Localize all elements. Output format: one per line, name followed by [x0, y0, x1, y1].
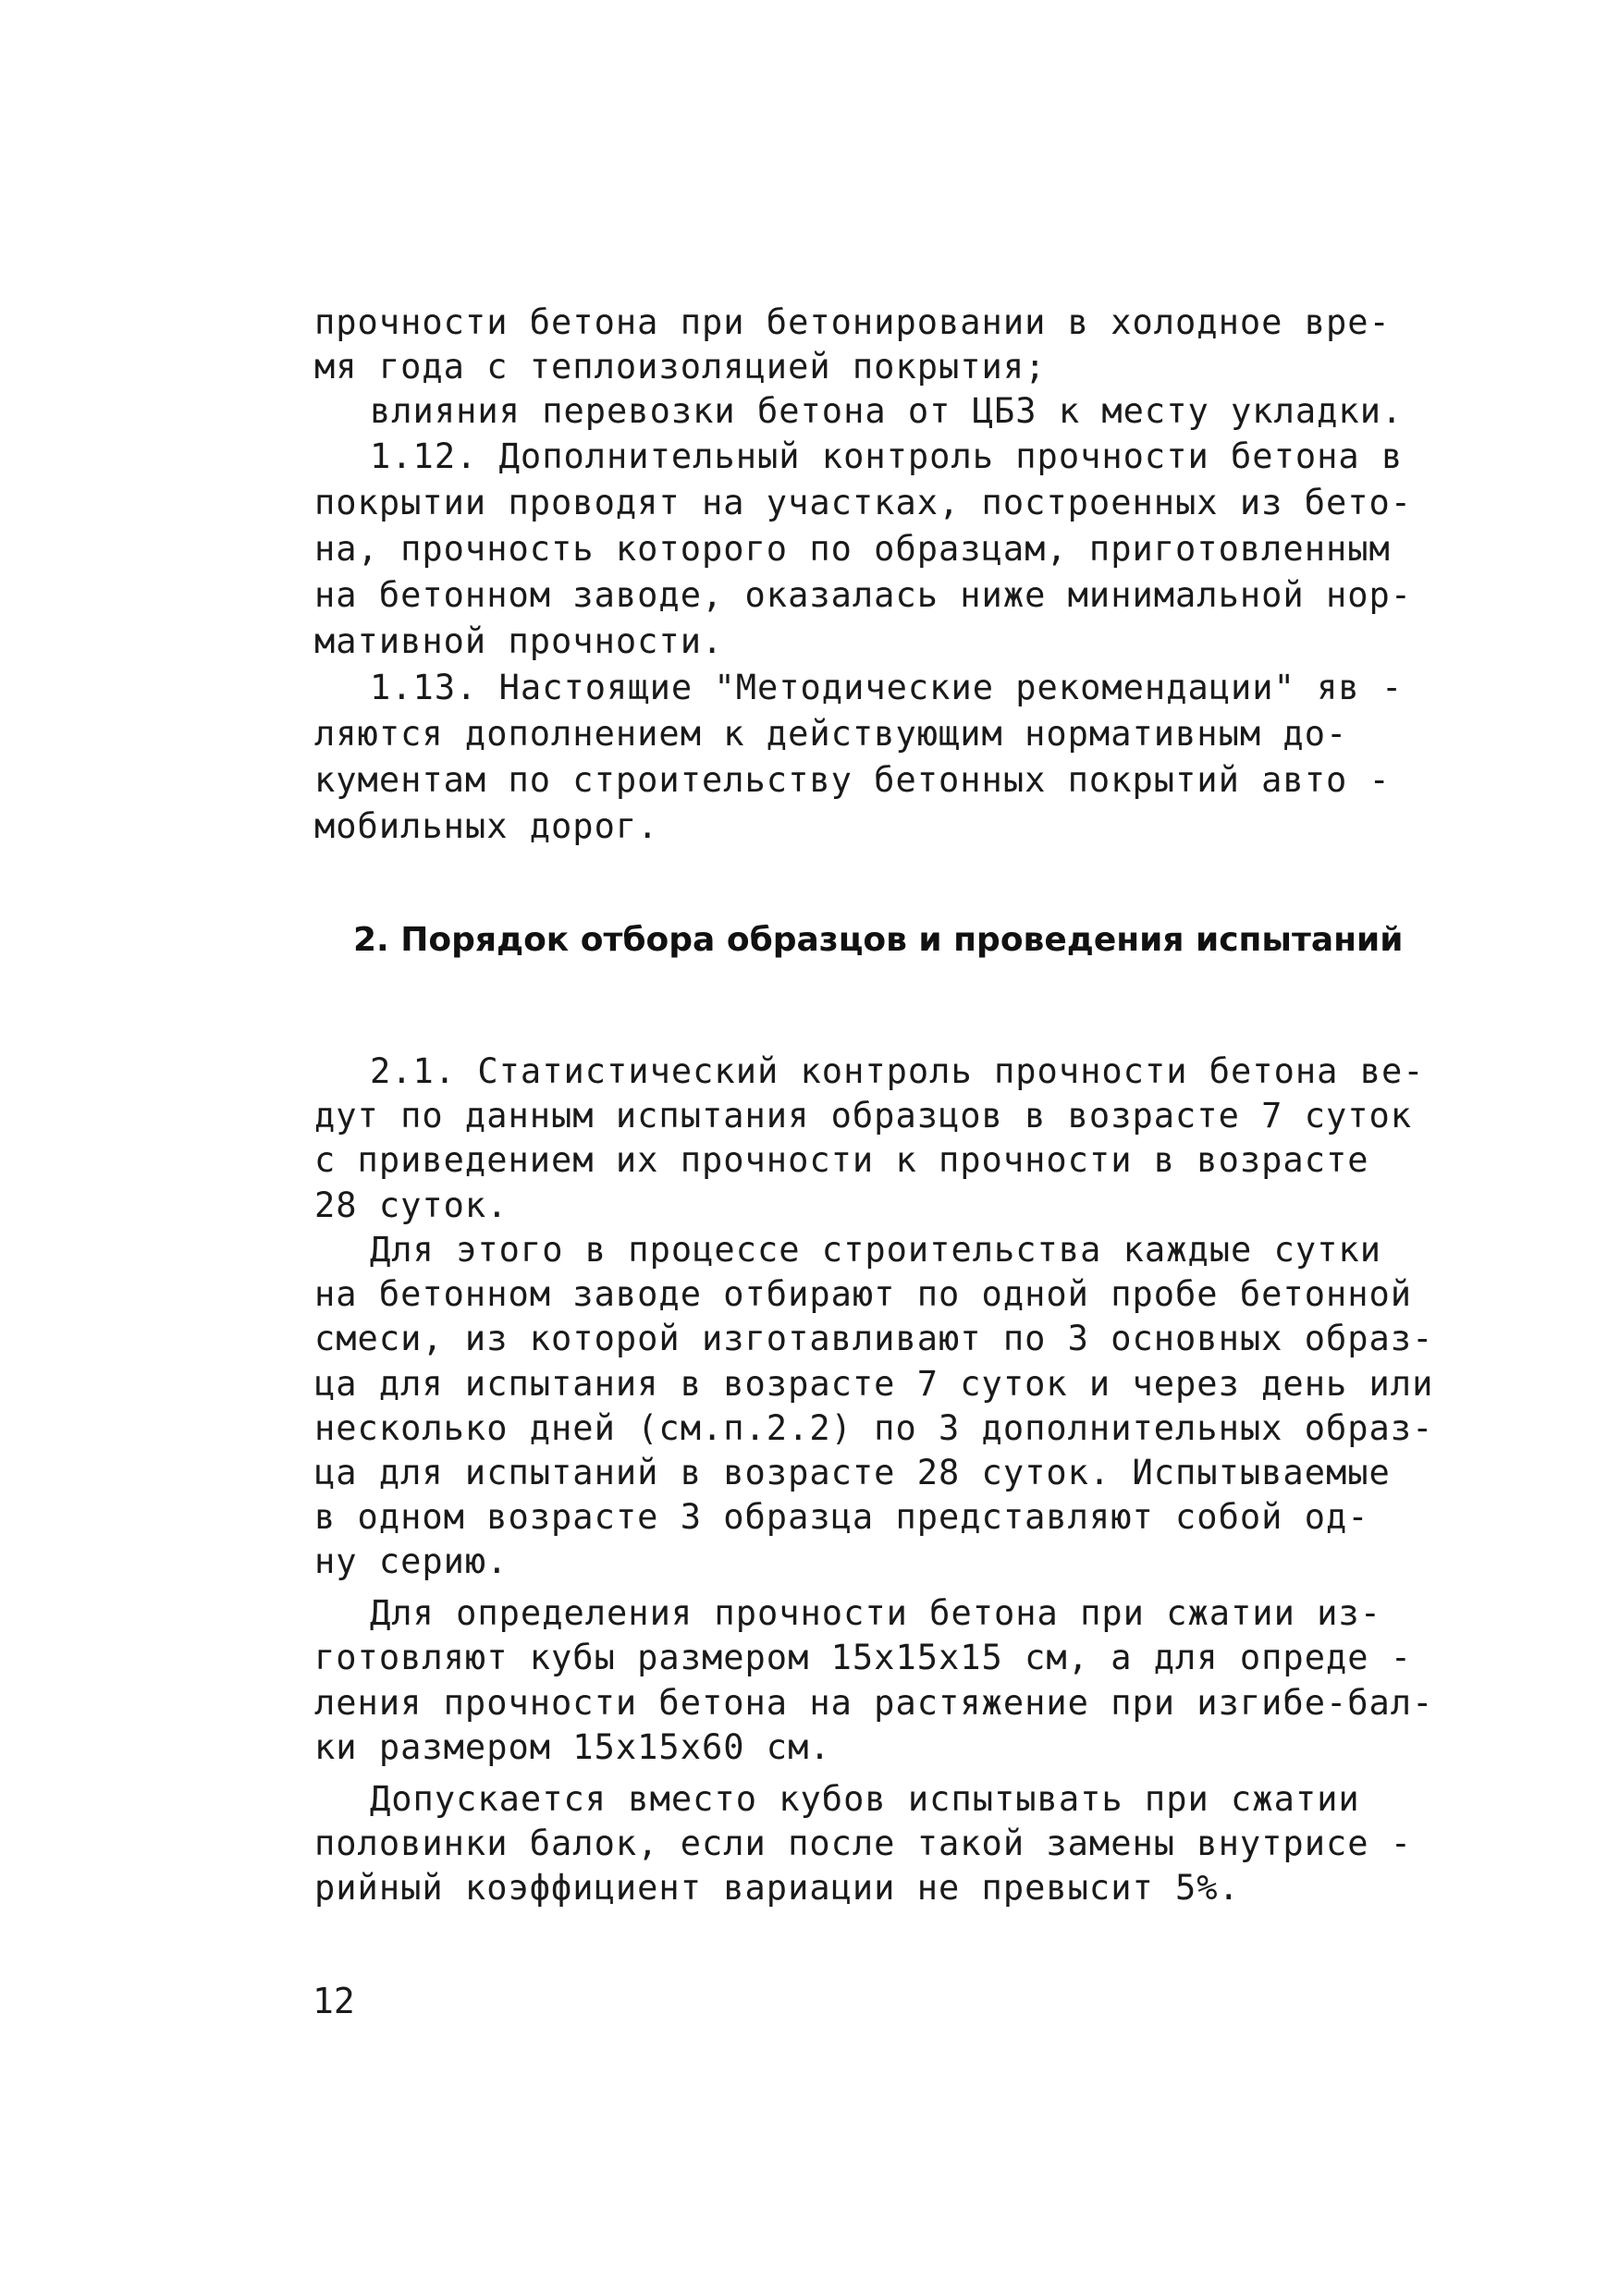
text-line: ляются дополнением к действующим нормативным до-	[314, 714, 1348, 754]
text-line: мативной прочности.	[314, 621, 724, 661]
page-number: 12	[313, 1981, 355, 2021]
text-line: кументам по строительству бетонных покрытий авто -	[314, 760, 1391, 800]
text-line: мобильных дорог.	[314, 806, 659, 846]
text-line: Для определения прочности бетона при сжатии из-	[370, 1593, 1381, 1633]
section-heading: 2. Порядок отбора образцов и проведения испытаний	[353, 921, 1404, 959]
text-line: Для этого в процессе строительства каждые сутки	[370, 1230, 1381, 1270]
text-line: на бетонном заводе отбирают по одной пробе бетонной	[314, 1274, 1413, 1314]
text-line: с приведением их прочности к прочности в возрасте	[314, 1140, 1369, 1180]
text-line: ки размером 15х15х60 см.	[314, 1727, 831, 1767]
text-line: смеси, из которой изготавливают по 3 основных образ-	[314, 1319, 1434, 1358]
text-line: в одном возрасте 3 образца представляют собой од-	[314, 1497, 1369, 1537]
text-line: ления прочности бетона на растяжение при изгибе-бал-	[314, 1683, 1434, 1723]
text-line: 1.13. Настоящие "Методические рекомендации" яв -	[370, 668, 1404, 707]
text-line: половинки балок, если после такой замены внутрисе -	[314, 1823, 1413, 1863]
text-line: ну серию.	[314, 1541, 509, 1581]
text-line: влияния перевозки бетона от ЦБЗ к месту укладки.	[370, 391, 1404, 431]
text-line: 2.1. Статистический контроль прочности бетона ве-	[370, 1051, 1425, 1091]
text-line: покрытии проводят на участках, построенных из бето-	[314, 483, 1413, 522]
text-line: прочности бетона при бетонировании в холодное вре-	[314, 302, 1391, 342]
text-line: 1.12. Дополнительный контроль прочности бетона в	[370, 436, 1404, 476]
text-line: ца для испытаний в возрасте 28 суток. Испытываемые	[314, 1453, 1391, 1492]
text-line: ца для испытания в возрасте 7 суток и через день или	[314, 1364, 1434, 1404]
text-line: на, прочность которого по образцам, приготовленным	[314, 529, 1391, 569]
text-line: дут по данным испытания образцов в возрасте 7 суток	[314, 1096, 1413, 1136]
text-line: рийный коэффициент вариации не превысит 5%.	[314, 1868, 1240, 1908]
text-line: готовляют кубы размером 15х15х15 см, а для опреде -	[314, 1638, 1413, 1677]
text-line: мя года с теплоизоляцией покрытия;	[314, 347, 1047, 387]
text-line: Допускается вместо кубов испытывать при сжатии	[370, 1779, 1360, 1819]
text-line: на бетонном заводе, оказалась ниже минимальной нор-	[314, 575, 1413, 615]
text-line: 28 суток.	[314, 1185, 509, 1225]
text-line: несколько дней (см.п.2.2) по 3 дополнительных образ-	[314, 1408, 1434, 1448]
